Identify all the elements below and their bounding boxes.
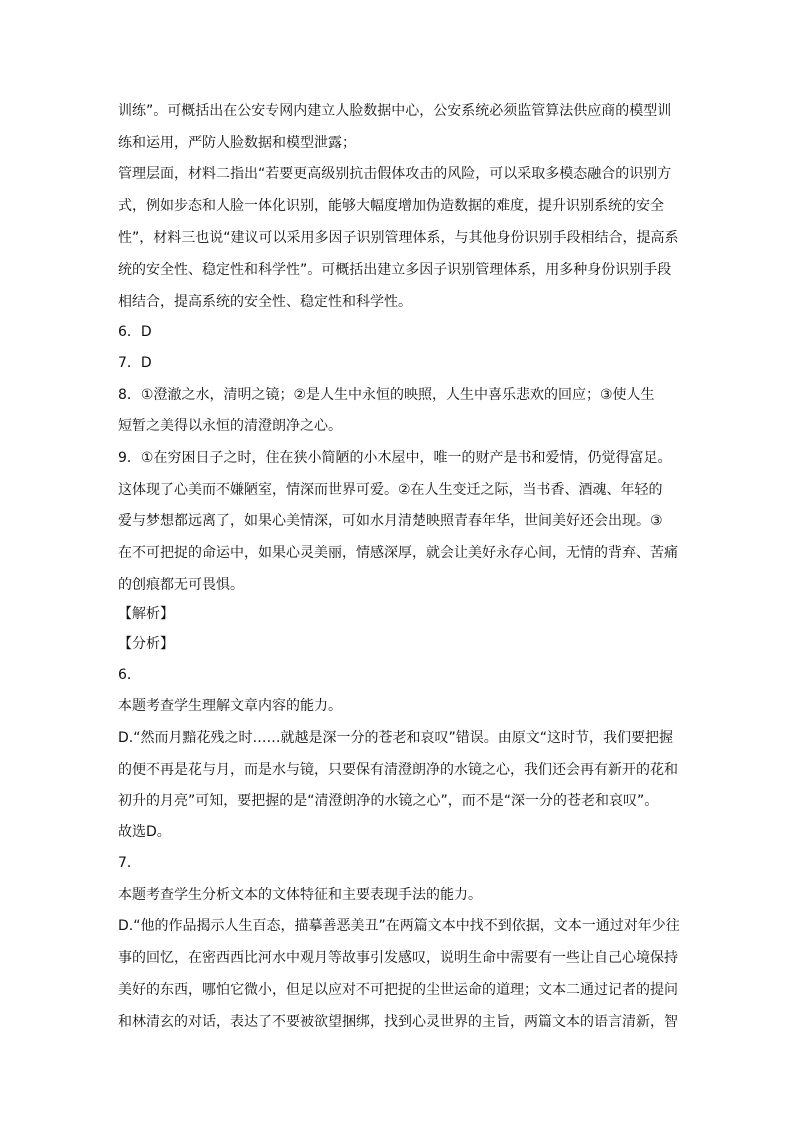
text-line: D.“然而月黯花残之时……就越是深一分的苍老和哀叹”错误。由原文“这时节，我们要把握 [118,730,673,746]
text-line: 故选D。 [118,824,171,840]
question-number: 7． [118,855,141,871]
section-heading-analysis: 【解析】 [118,606,174,622]
answer-8: 8．①澄澈之水，清明之镜；②是人生中永恒的映照，人生中喜乐悲欢的回应；③使人生 [118,387,655,403]
text-line: 事的回忆，在密西西比河水中观月等故事引发感叹，说明生命中需要有一些让自己心境保持 [118,950,678,966]
text-line: 短暂之美得以永恒的清澄朗净之心。 [118,418,342,434]
text-line: 统的安全性、稳定性和科学性”。可概括出建立多因子识别管理体系，用多种身份识别手段 [118,262,672,278]
answer-7: 7．D [118,355,152,371]
text-line: 训练”。可概括出在公安专网内建立人脸数据中心，公安系统必须监管算法供应商的模型训 [118,103,672,119]
text-line: 本题考查学生分析文本的文体特征和主要表现手法的能力。 [118,887,482,903]
section-heading-breakdown: 【分析】 [118,636,174,652]
text-line: 本题考查学生理解文章内容的能力。 [118,698,342,714]
text-line: 性”，材料三也说“建议可以采用多因子识别管理体系，与其他身份识别手段相结合，提高系 [118,230,679,246]
text-line: 相结合，提高系统的安全性、稳定性和科学性。 [118,294,412,310]
question-number: 6． [118,667,141,683]
text-line: 管理层面，材料二指出“若要更高级别抗击假体攻击的风险，可以采取多模态融合的识别方 [118,166,672,182]
text-line: 的创痕都无可畏惧。 [118,577,244,593]
text-line: 式，例如步态和人脸一体化识别，能够大幅度增加伪造数据的难度，提升识别系统的安全 [118,198,664,214]
text-line: 在不可把捉的命运中，如果心灵美丽，情感深厚，就会让美好永存心间，无情的背弃、苦痛 [118,545,678,561]
text-line: 的便不再是花与月，而是水与镜，只要保有清澄朗净的水镜之心，我们还会再有新开的花和 [118,762,678,778]
text-line: 美好的东西，哪怕它微小，但足以应对不可把捉的尘世运命的道理；文本二通过记者的提问 [118,982,678,998]
text-line: 爱与梦想都远离了，如果心美情深，可如水月清楚映照青春年华，世间美好还会出现。③ [118,513,663,529]
answer-6: 6．D [118,324,152,340]
text-line: 和林清玄的对话，表达了不要被欲望捆绑，找到心灵世界的主旨，两篇文本的语言清新，智 [118,1014,678,1030]
answer-9: 9．①在穷困日子之时，住在狭小简陋的小木屋中，唯一的财产是书和爱情，仍觉得富足。 [118,450,672,466]
text-line: 这体现了心美而不嫌陋室，情深而世界可爱。②在人生变迁之际，当书香、酒魂、年轻的 [118,482,663,498]
text-line: D.“他的作品揭示人生百态，描摹善恶美丑”在两篇文本中找不到依据，文本一通过对年少往 [118,918,680,934]
text-line: 初升的月亮”可知，要把握的是“清澄朗净的水镜之心”，而不是“深一分的苍老和哀叹”。 [118,793,659,809]
text-line: 练和运用，严防人脸数据和模型泄露； [118,135,356,151]
